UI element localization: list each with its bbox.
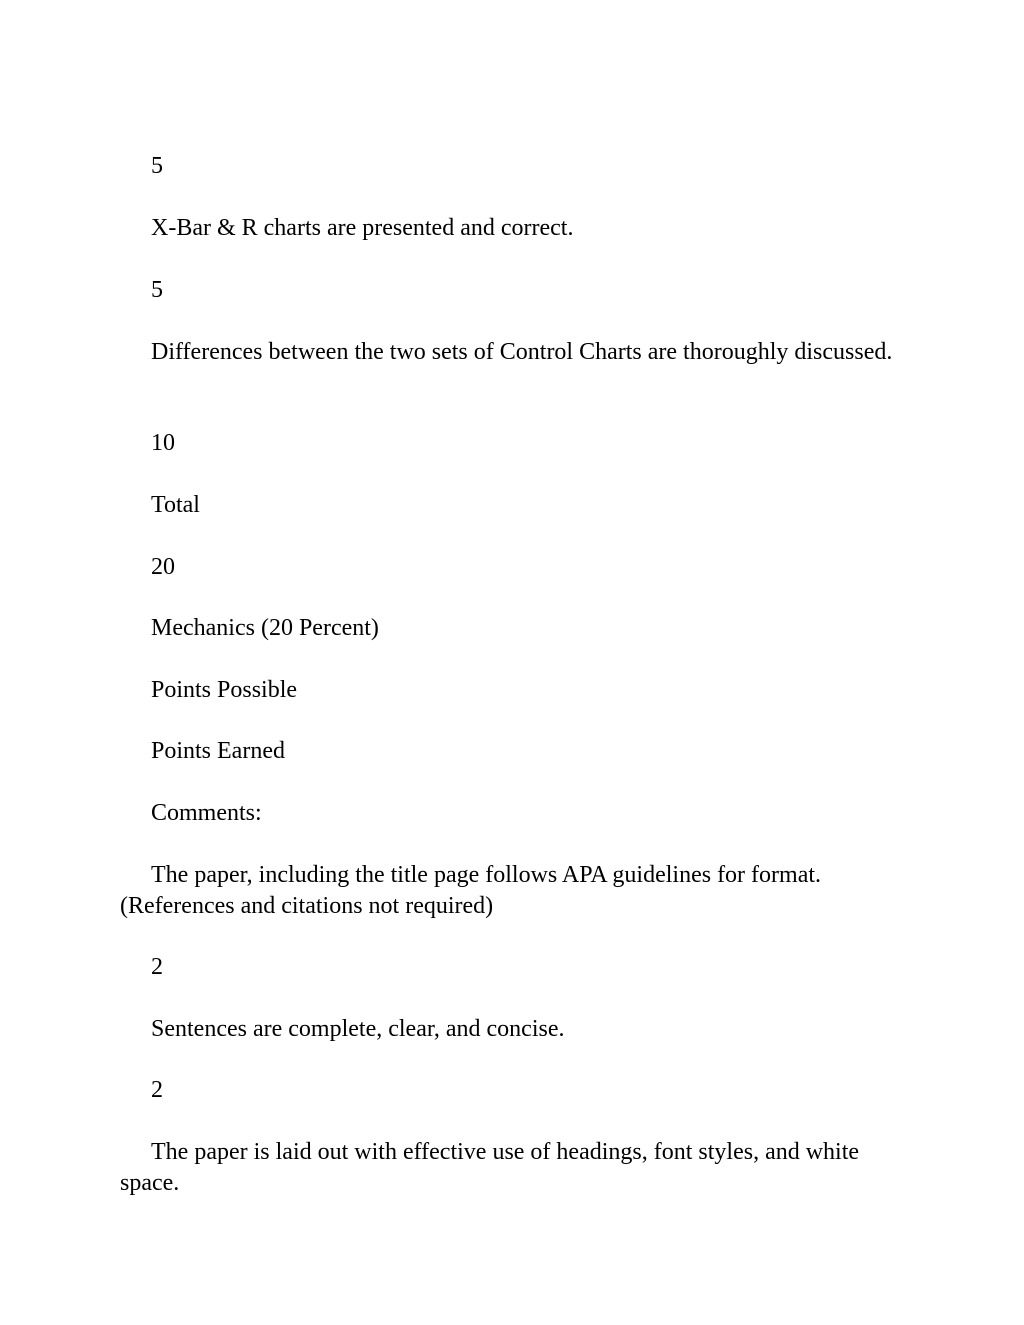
paragraph-total-label: Total — [151, 492, 200, 518]
paragraph-points-ten: 10 — [151, 430, 175, 456]
paragraph-points-sentences: 2 — [151, 1077, 163, 1103]
paragraph-points-differences: 5 — [151, 277, 163, 303]
paragraph-points-x-bar: 5 — [151, 153, 163, 179]
paragraph-x-bar-r-charts: X-Bar & R charts are presented and correct. — [151, 215, 574, 241]
paragraph-points-possible: Points Possible — [151, 677, 298, 703]
paragraph-total-points: 20 — [151, 554, 175, 580]
paragraph-differences-discussed: Differences between the two sets of Control Charts are thoroughly discussed. — [151, 339, 893, 365]
paragraph-apa-format: The paper, including the title page follows APA guidelines for format. (References and citations not required) — [120, 862, 822, 919]
paragraph-points-earned: Points Earned — [151, 738, 285, 764]
paragraph-points-apa: 2 — [151, 954, 163, 980]
paragraph-comments: Comments: — [151, 800, 262, 826]
paragraph-mechanics-heading: Mechanics (20 Percent) — [151, 615, 379, 641]
paragraph-layout-headings: The paper is laid out with effective use of headings, font styles, and white space. — [120, 1139, 860, 1196]
paragraph-sentences: Sentences are complete, clear, and concise. — [151, 1016, 565, 1042]
